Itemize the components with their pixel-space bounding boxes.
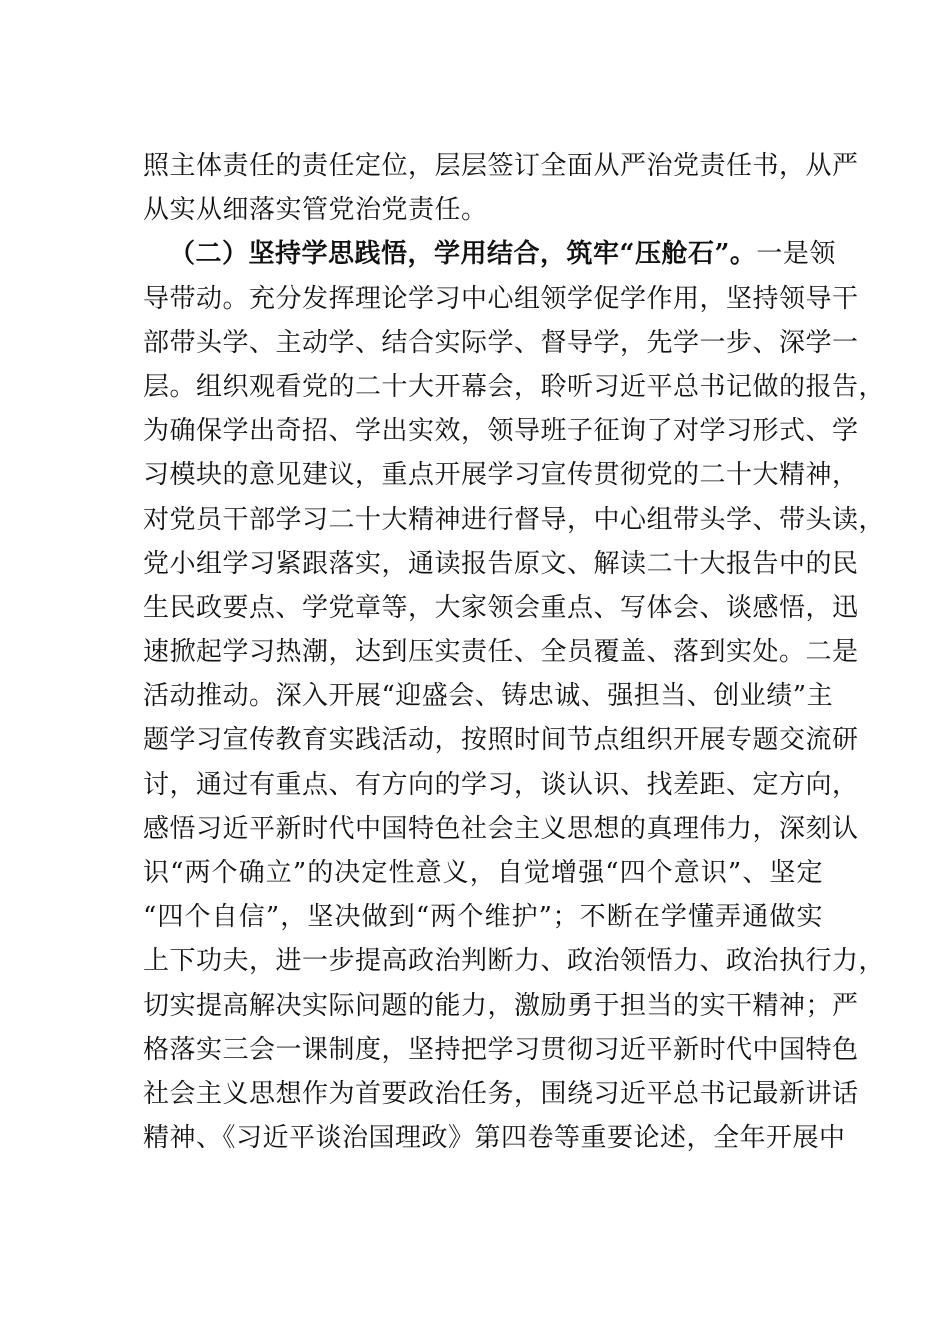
- section-heading-line: [169, 234, 836, 274]
- text-line: 讨，通过有重点、有方向的学习，谈认识、找差距、定方向，: [143, 770, 859, 800]
- text-line: 上下功夫，进一步提高政治判断力、政治领悟力、政治执行力，: [143, 946, 886, 976]
- text-line: 格落实三会一课制度，坚持把学习贯彻习近平新时代中国特色: [143, 1035, 859, 1065]
- text-line: 照主体责任的责任定位，层层签订全面从严治党责任书，从严: [143, 151, 859, 181]
- text-line: 习模块的意见建议，重点开展学习宣传贯彻党的二十大精神，: [143, 460, 859, 490]
- text-line: 导带动。充分发挥理论学习中心组领学促学作用，坚持领导干: [143, 284, 859, 314]
- text-line: 切实提高解决实际问题的能力，激励勇于担当的实干精神；严: [143, 991, 859, 1021]
- text-line: 对党员干部学习二十大精神进行督导，中心组带头学、带头读，: [143, 505, 886, 535]
- text-line: 生民政要点、学党章等，大家领会重点、写体会、谈感悟，迅: [143, 593, 859, 623]
- text-line: 精神、《习近平谈治国理政》第四卷等重要论述，全年开展中: [143, 1123, 846, 1153]
- text-line: 识“两个确立”的决定性意义，自觉增强“四个意识”、坚定: [143, 858, 823, 888]
- text-line: 党小组学习紧跟落实，通读报告原文、解读二十大报告中的民: [143, 549, 859, 579]
- text-line: 从实从细落实管党治党责任。: [143, 195, 488, 225]
- text-line: 为确保学出奇招、学出实效，领导班子征询了对学习形式、学: [143, 416, 859, 446]
- text-line: “四个自信”，坚决做到“两个维护”；不断在学懂弄通做实: [143, 902, 823, 932]
- text-line: 部带头学、主动学、结合实际学、督导学，先学一步、深学一: [143, 328, 859, 358]
- text-line: 感悟习近平新时代中国特色社会主义思想的真理伟力，深刻认: [143, 814, 859, 844]
- heading-continuation: 一是领: [756, 239, 836, 269]
- text-line: 题学习宣传教育实践活动，按照时间节点组织开展专题交流研: [143, 725, 859, 755]
- text-line: 活动推动。深入开展“迎盛会、铸忠诚、强担当、创业绩”主: [143, 681, 834, 711]
- text-line: 速掀起学习热潮，达到压实责任、全员覆盖、落到实处。二是: [143, 637, 859, 667]
- text-line: 社会主义思想作为首要政治任务，围绕习近平总书记最新讲话: [143, 1079, 859, 1109]
- text-line: 层。组织观看党的二十大开幕会，聆听习近平总书记做的报告，: [143, 372, 886, 402]
- section-heading: （二）坚持学思践悟，学用结合，筑牢“压舱石”。: [169, 239, 757, 269]
